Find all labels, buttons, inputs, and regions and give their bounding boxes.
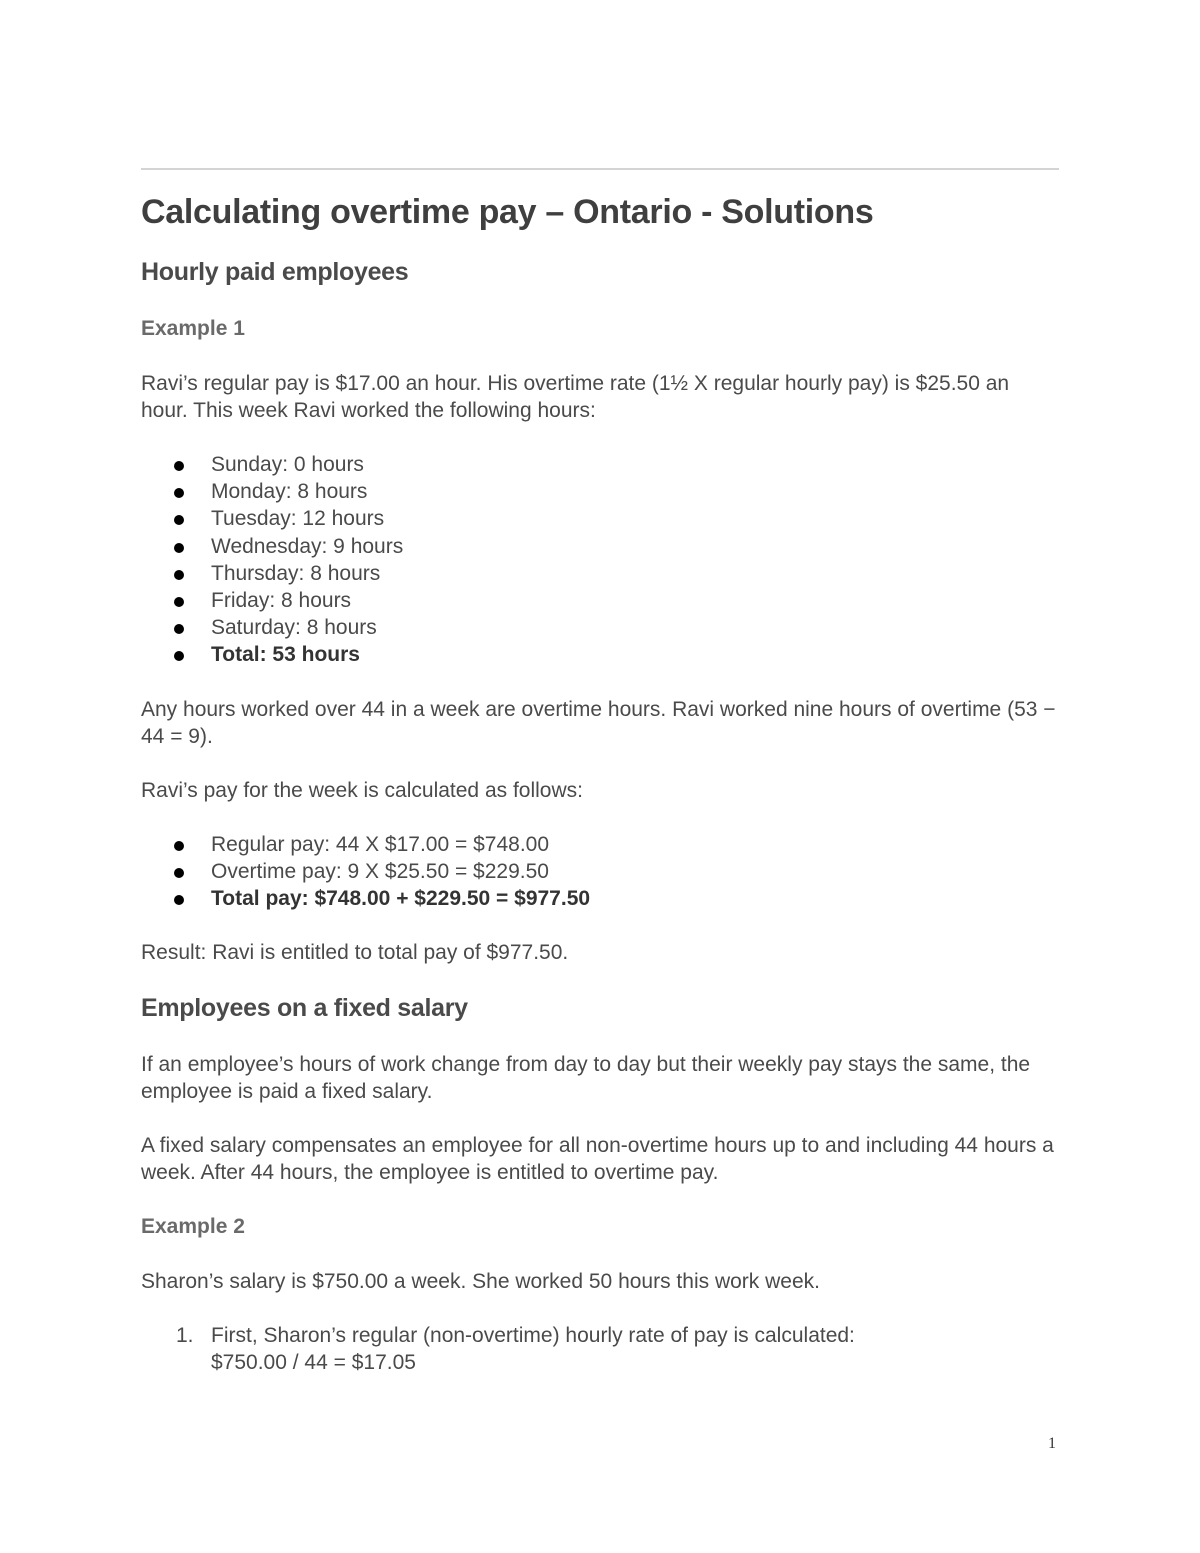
- header-divider: [141, 168, 1059, 170]
- hours-total-item: Total: 53 hours: [141, 641, 1059, 668]
- pay-intro: Ravi’s pay for the week is calculated as follows:: [141, 778, 583, 802]
- step-line-2: $750.00 / 44 = $17.05: [211, 1351, 416, 1375]
- example-2-intro: Sharon’s salary is $750.00 a week. She worked 50 hours this work week.: [141, 1270, 820, 1294]
- list-item: [141, 1322, 1059, 1376]
- section-heading-hourly: Hourly paid employees: [141, 258, 409, 286]
- hours-list: [141, 451, 1059, 669]
- bullet-icon: [174, 488, 184, 498]
- list-item: Tuesday: 12 hours: [141, 505, 1059, 532]
- pay-total-item: Total pay: $748.00 + $229.50 = $977.50: [141, 885, 1059, 912]
- bullet-icon: [174, 461, 184, 471]
- page-number: 1: [1048, 1435, 1056, 1452]
- overtime-note: Any hours worked over 44 in a week are overtime hours. Ravi worked nine hours of overtime (53 − 44 = 9).: [141, 697, 1056, 748]
- list-item: Friday: 8 hours: [141, 587, 1059, 614]
- list-item: Regular pay: 44 X $17.00 = $748.00: [141, 831, 1059, 858]
- step-number: 1.: [176, 1324, 194, 1348]
- list-item: Monday: 8 hours: [141, 478, 1059, 505]
- bullet-icon: [174, 895, 184, 905]
- section-heading-salary: Employees on a fixed salary: [141, 994, 468, 1023]
- bullet-icon: [174, 597, 184, 607]
- pay-list: [141, 831, 1059, 913]
- bullet-icon: [174, 624, 184, 634]
- list-item: Overtime pay: 9 X $25.50 = $229.50: [141, 858, 1059, 885]
- list-item: Sunday: 0 hours: [141, 451, 1059, 478]
- list-item: Saturday: 8 hours: [141, 614, 1059, 641]
- bullet-icon: [174, 515, 184, 525]
- list-item: Wednesday: 9 hours: [141, 533, 1059, 560]
- step-line-1: First, Sharon’s regular (non-overtime) hourly rate of pay is calculated:: [211, 1324, 855, 1348]
- steps-list: [141, 1322, 1059, 1376]
- bullet-icon: [174, 841, 184, 851]
- example-2-label: Example 2: [141, 1215, 245, 1239]
- document-title: Calculating overtime pay – Ontario - Solutions: [141, 193, 874, 231]
- bullet-icon: [174, 543, 184, 553]
- example-1-label: Example 1: [141, 317, 245, 340]
- bullet-icon: [174, 570, 184, 580]
- example-1-result: Result: Ravi is entitled to total pay of $977.50.: [141, 941, 569, 965]
- bullet-icon: [174, 651, 184, 661]
- list-item: Thursday: 8 hours: [141, 560, 1059, 587]
- salary-paragraph-2: A fixed salary compensates an employee for all non-overtime hours up to and including 44 hours a week. After 44 hours, the employee is entitled to overtime pay.: [141, 1134, 1054, 1185]
- example-1-intro: Ravi’s regular pay is $17.00 an hour. His overtime rate (1½ X regular hourly pay) is $25.50 an hour. This week Ravi worked the following hours:: [141, 372, 1010, 422]
- document-page: [141, 0, 1059, 1553]
- bullet-icon: [174, 868, 184, 878]
- document-content: [141, 192, 1059, 1377]
- salary-paragraph-1: If an employee’s hours of work change from day to day but their weekly pay stays the same, the employee is paid a fixed salary.: [141, 1053, 1031, 1104]
